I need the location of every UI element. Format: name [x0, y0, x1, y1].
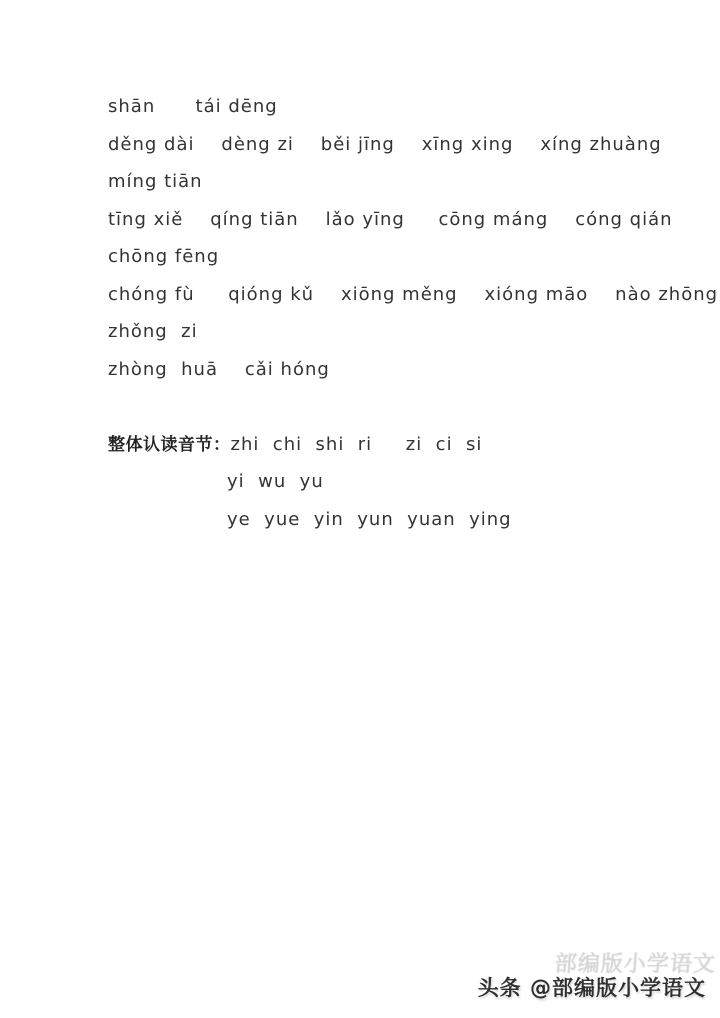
pinyin-line: chōng fēng: [108, 246, 220, 267]
whole-syllables-row: yi wu yu: [227, 471, 324, 492]
watermark: [0, 928, 720, 1018]
pinyin-line: shān tái dēng: [108, 96, 278, 117]
blank-line-spacer: [108, 388, 688, 426]
pinyin-line: míng tiān: [108, 171, 203, 192]
pinyin-line: chóng fù qióng kǔ xiōng měng xióng māo nào zhōng: [108, 283, 719, 305]
whole-syllables-row: zhi chi shi ri zi ci si: [230, 433, 483, 455]
whole-syllables-row: ye yue yin yun yuan ying: [227, 508, 512, 530]
whole-syllables-label: 整体认读音节：: [108, 434, 231, 455]
pinyin-line: děng dài dèng zi běi jīng xīng xing xíng zhuàng: [108, 133, 662, 155]
watermark-label: 头条 @部编版小学语文: [477, 976, 706, 1000]
pinyin-line: zhǒng zi: [108, 321, 198, 342]
pinyin-line: zhòng huā cǎi hóng: [108, 358, 330, 380]
whole-syllables-header-line: [108, 426, 688, 464]
worksheet-content: [108, 88, 719, 538]
pinyin-line: tīng xiě qíng tiān lǎo yīng cōng máng cóng qián: [108, 208, 673, 230]
watermark-ghost-text: 部编版小学语文: [553, 952, 717, 977]
